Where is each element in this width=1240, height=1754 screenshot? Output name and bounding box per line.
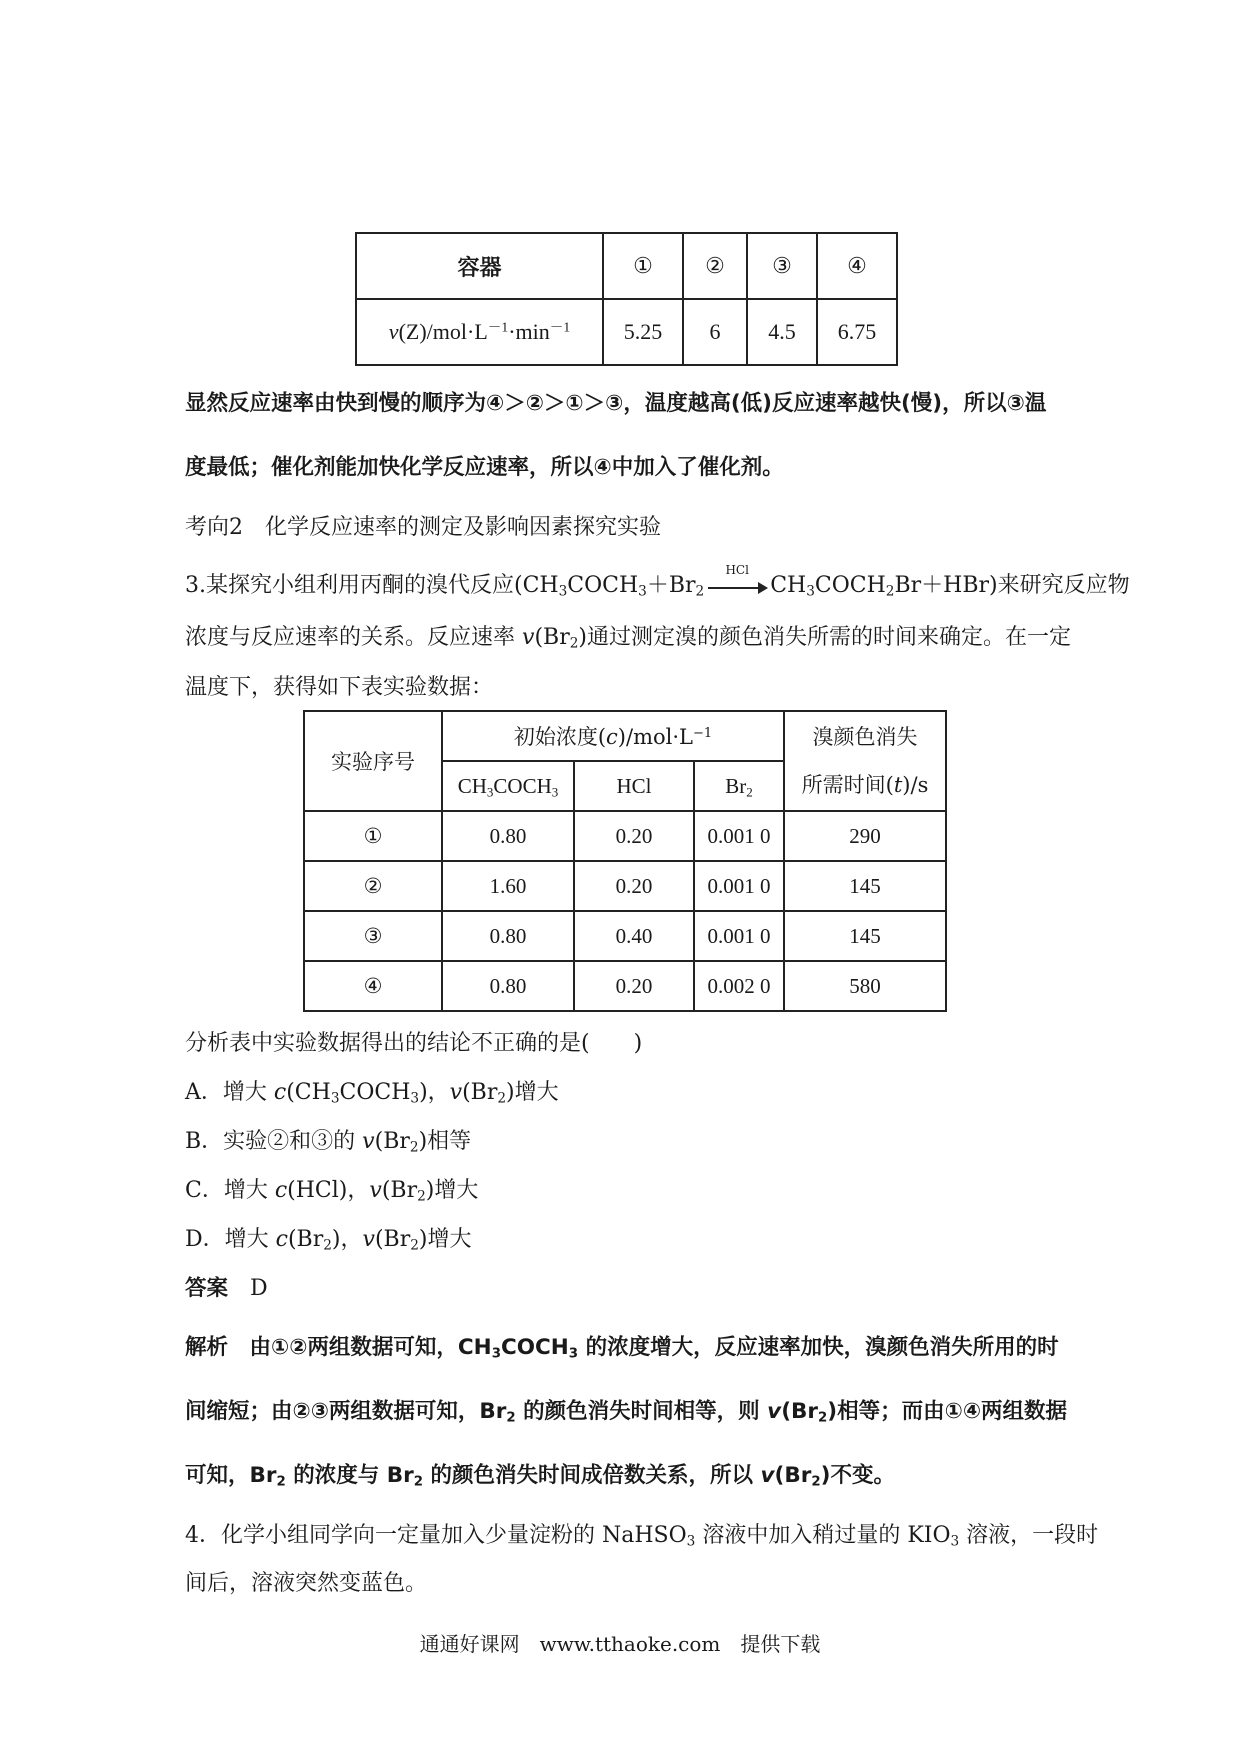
q4-line-2: 间后，溶液突然变蓝色。	[185, 1571, 428, 1596]
cell-acetone: 0.80	[442, 811, 574, 861]
option-c: C．增大 c(HCl)，$v(Br_2)$增大	[185, 1178, 479, 1205]
cell-br2: 0.001 0	[694, 811, 784, 861]
table-row	[304, 911, 946, 961]
reaction-arrow: HCl	[706, 579, 768, 593]
option-d: D．增大 $c(Br_2)$，$v(Br_2)$增大	[185, 1227, 472, 1254]
rate-value-3: 4.5	[747, 299, 817, 365]
col-experiment-no: 实验序号	[304, 711, 442, 811]
table-row	[304, 861, 946, 911]
cell-hcl: 0.20	[574, 861, 694, 911]
table-row	[304, 961, 946, 1011]
cell-time: 290	[784, 811, 946, 861]
experiment-table	[303, 710, 947, 1012]
cell-time: 145	[784, 861, 946, 911]
answer-line: 答案 D	[185, 1276, 268, 1301]
cell-acetone: 0.80	[442, 961, 574, 1011]
explanation-line-2: 间缩短；由②③两组数据可知，$Br_2$ 的颜色消失时间相等，则 $v(Br_2)$相等；而由①④两组数据	[185, 1399, 1068, 1426]
cell-hcl: 0.20	[574, 961, 694, 1011]
explanation-line-3: 可知，$Br_2$ 的浓度与 $Br_2$ 的颜色消失时间成倍数关系，所以 $v(Br_2)$不变。	[185, 1463, 895, 1490]
q3-prompt: 分析表中实验数据得出的结论不正确的是( )	[185, 1031, 643, 1056]
cell-time: 580	[784, 961, 946, 1011]
container-1: ①	[603, 233, 683, 299]
cell-br2: 0.001 0	[694, 911, 784, 961]
cell-no: ④	[304, 961, 442, 1011]
analysis-line-1: 显然反应速率由快到慢的顺序为④＞②＞①＞③，温度越高(低)反应速率越快(慢)，所以③温	[185, 391, 1047, 416]
cell-acetone: 1.60	[442, 861, 574, 911]
table-row	[304, 811, 946, 861]
cell-acetone: 0.80	[442, 911, 574, 961]
cell-time: 145	[784, 911, 946, 961]
cell-no: ②	[304, 861, 442, 911]
q3-line-3: 温度下，获得如下表实验数据：	[185, 675, 494, 700]
container-2: ②	[683, 233, 747, 299]
subcol-br2: $Br_2$	[694, 761, 784, 811]
container-header: 容器	[356, 233, 603, 299]
cell-no: ③	[304, 911, 442, 961]
cell-no: ①	[304, 811, 442, 861]
container-3: ③	[747, 233, 817, 299]
option-a: A．增大 $c(CH_3COCH_3)$，$v(Br_2)$增大	[185, 1080, 559, 1107]
rate-value-1: 5.25	[603, 299, 683, 365]
rate-row-label: $v(Z)/mol\cdot L^{-1}\cdot\min^{-1}$	[356, 299, 603, 365]
cell-br2: 0.002 0	[694, 961, 784, 1011]
container-4: ④	[817, 233, 897, 299]
footer: 通通好课网 www.tthaoke.com 提供下载	[419, 1632, 821, 1656]
analysis-line-2: 度最低；催化剂能加快化学反应速率，所以④中加入了催化剂。	[185, 455, 784, 480]
section-heading: 考向2 化学反应速率的测定及影响因素探究实验	[185, 515, 661, 540]
cell-br2: 0.001 0	[694, 861, 784, 911]
col-initial-concentration: 初始浓度$(c)/mol\cdot L^{-1}$	[442, 711, 784, 761]
rate-table	[355, 232, 898, 366]
option-b: B．实验②和③的 $v(Br_2)$相等	[185, 1129, 472, 1156]
q3-line-2: 浓度与反应速率的关系。反应速率 $v(Br_2)$通过测定溴的颜色消失所需的时间来确定。在一定	[185, 625, 1071, 652]
cell-hcl: 0.20	[574, 811, 694, 861]
subcol-acetone: $CH_3COCH_3$	[442, 761, 574, 811]
q3-line-1: 3.某探究小组利用丙酮的溴代反应($CH_3COCH_3+Br_2$ HCl $CH_3COCH_2Br+HBr$)来研究反应物	[185, 563, 1130, 600]
rate-value-4: 6.75	[817, 299, 897, 365]
rate-value-2: 6	[683, 299, 747, 365]
cell-hcl: 0.40	[574, 911, 694, 961]
subcol-hcl: HCl	[574, 761, 694, 811]
col-time: 溴颜色消失 所需时间(t)/s	[784, 711, 946, 811]
q4-line-1: 4．化学小组同学向一定量加入少量淀粉的 NaHSO$_3$ 溶液中加入稍过量的 $KIO_3$ 溶液，一段时	[185, 1523, 1099, 1550]
explanation-line-1: 解析 由①②两组数据可知，$CH_3COCH_3$ 的浓度增大，反应速率加快，溴颜色消失所用的时	[185, 1335, 1059, 1362]
